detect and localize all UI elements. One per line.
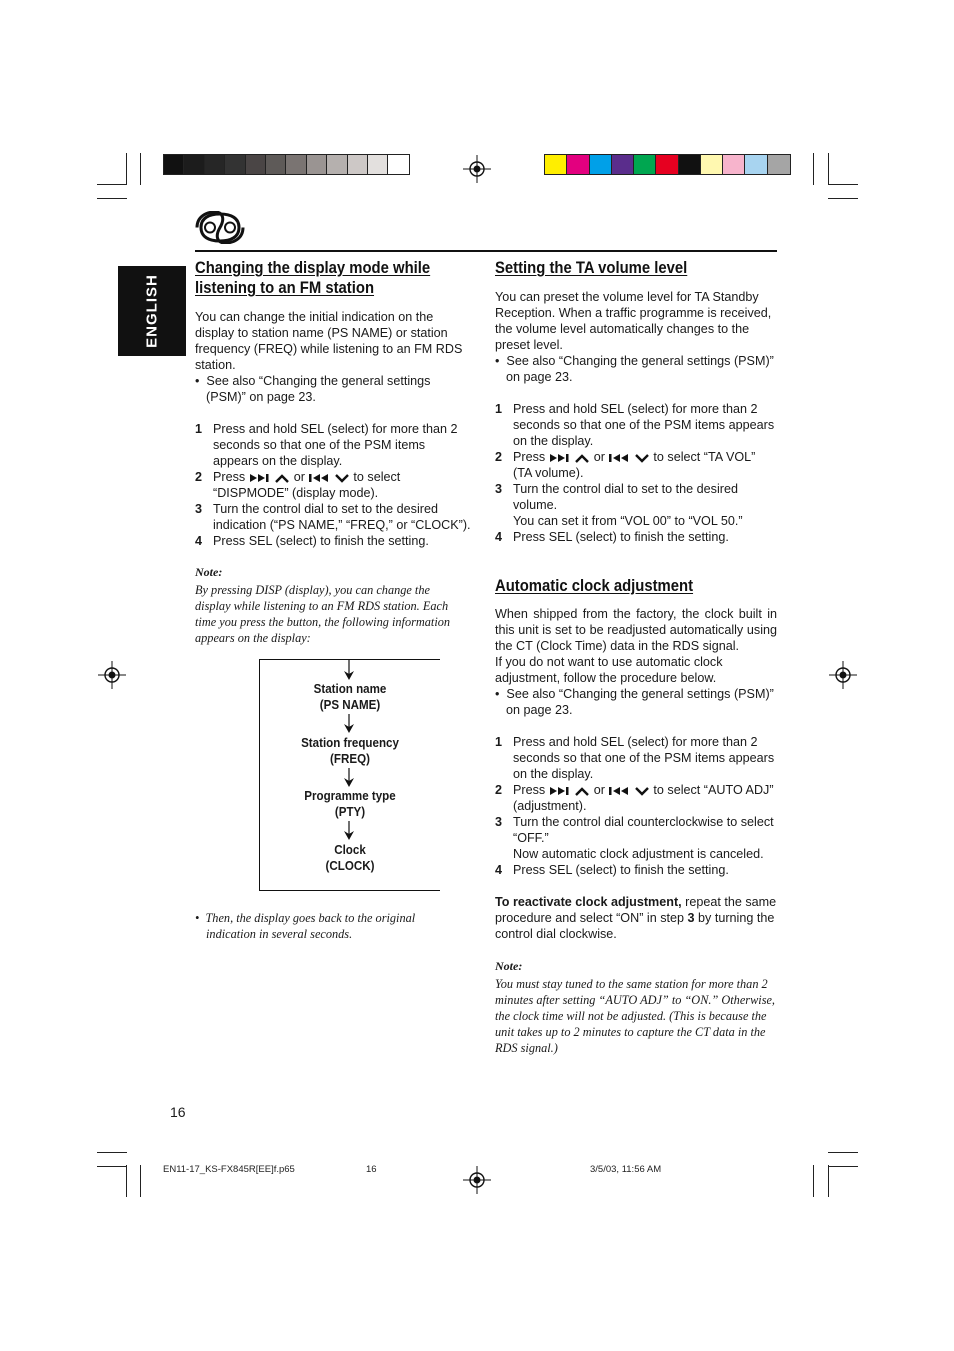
skip-back-icon [308, 473, 330, 483]
skip-forward-icon [249, 473, 271, 483]
chevron-down-icon [634, 453, 650, 463]
color-bar [544, 154, 791, 175]
step-1: 1 Press and hold SEL (select) for more than 2 seconds so that one of the PSM items appears on the display. [195, 422, 458, 468]
color-swatch [225, 155, 245, 174]
footer-page: 16 [366, 1164, 377, 1175]
color-swatch [545, 155, 567, 174]
registration-mark-icon [463, 1166, 491, 1194]
clock-note [495, 959, 775, 1056]
color-swatch [701, 155, 723, 174]
top-rule [195, 250, 777, 252]
footer-file: EN11-17_KS-FX845R[EE]f.p65 [163, 1164, 295, 1175]
color-swatch [327, 155, 347, 174]
ta-see-also-bullet: • See also “Changing the general settings (PSM)” on page 23. [495, 354, 774, 384]
section-title-ta-volume: Setting the TA volume level [495, 259, 688, 277]
color-swatch [307, 155, 327, 174]
note-heading: Note: [495, 959, 523, 973]
chevron-down-icon [634, 786, 650, 796]
language-label: ENGLISH [143, 274, 161, 348]
clock-step-4: 4 Press SEL (select) to finish the setting. [495, 863, 729, 877]
clock-adjustment-body [495, 606, 777, 942]
display-mode-body [195, 309, 471, 549]
registration-mark-icon [463, 155, 491, 183]
note-text: By pressing DISP (display), you can change the display while listening to an FM RDS station. Each time you press the button, the following information appears on the display: [195, 583, 451, 645]
clock-step-3: 3 Turn the control dial counterclockwise to select “OFF.” Now automatic clock adjustment is canceled. [495, 815, 774, 861]
note-text: You must stay tuned to the same station for more than 2 minutes after setting “AUTO ADJ” to “ON.” Otherwise, the clock time will not be adjusted. (This is because the unit takes up to 2 minutes to capture the CT data in the RDS signal.) [495, 977, 776, 1055]
ta-step-2: 2 Press or to select “TA VOL” (TA volume). [495, 450, 756, 480]
chevron-up-icon [274, 473, 290, 483]
ta-step-1: 1 Press and hold SEL (select) for more than 2 seconds so that one of the PSM items appears on the display. [495, 402, 775, 448]
color-swatch [266, 155, 286, 174]
arrow-down-icon [343, 714, 355, 734]
color-swatch [567, 155, 589, 174]
registration-mark-icon [829, 661, 857, 689]
color-swatch [745, 155, 767, 174]
color-swatch [164, 155, 184, 174]
page-number: 16 [170, 1104, 186, 1120]
see-also-bullet: • See also “Changing the general settings (PSM)” on page 23. [195, 374, 431, 404]
arrow-down-icon [343, 768, 355, 788]
arrow-down-icon [343, 821, 355, 841]
flow-item-station-name: Station name (PS NAME) [313, 682, 387, 712]
step-2: 2 Press or to select “DISPMODE” (display mode). [195, 470, 401, 500]
ta-intro: You can preset the volume level for TA Standby Reception. When a traffic programme is received, the volume level automatically changes to the preset level. [495, 290, 772, 352]
color-swatch [768, 155, 790, 174]
chevron-up-icon [574, 453, 590, 463]
color-swatch [368, 155, 388, 174]
flow-item-programme-type: Programme type (PTY) [304, 789, 396, 819]
color-swatch [246, 155, 266, 174]
after-flow-note: • Then, the display goes back to the original indication in several seconds. [195, 911, 416, 941]
clock-see-also-bullet: • See also “Changing the general settings (PSM)” on page 23. [495, 687, 774, 717]
rds-logo-icon [195, 211, 245, 244]
clock-intro-2: If you do not want to use automatic clock adjustment, follow the procedure below. [495, 655, 723, 685]
reactivate-text: To reactivate clock adjustment, repeat the same procedure and select “ON” in step 3 by turning the control dial clockwise. [495, 895, 777, 941]
intro-text: You can change the initial indication on the display to station name (PS NAME) or station frequency (FREQ) while listening to an FM RDS station. [195, 310, 463, 372]
color-swatch [184, 155, 204, 174]
color-swatch [286, 155, 306, 174]
flow-item-station-frequency: Station frequency (FREQ) [301, 736, 399, 766]
ta-volume-body [495, 289, 777, 545]
color-swatch [612, 155, 634, 174]
footer-date: 3/5/03, 11:56 AM [590, 1164, 662, 1175]
step-3: 3 Turn the control dial to set to the desired indication (“PS NAME,” “FREQ,” or “CLOCK”). [195, 502, 471, 532]
display-mode-note [195, 565, 455, 646]
skip-forward-icon [549, 453, 571, 463]
registration-mark-icon [98, 661, 126, 689]
section-title-clock-adjustment: Automatic clock adjustment [495, 577, 694, 595]
skip-back-icon [608, 786, 630, 796]
chevron-down-icon [334, 473, 350, 483]
color-swatch [656, 155, 678, 174]
color-swatch [388, 155, 408, 174]
flow-item-clock: Clock (CLOCK) [325, 843, 375, 873]
language-tab [118, 266, 186, 356]
clock-step-2: 2 Press or to select “AUTO ADJ” (adjustment). [495, 783, 774, 813]
color-swatch [679, 155, 701, 174]
step-4: 4 Press SEL (select) to finish the setting. [195, 534, 429, 548]
arrow-down-icon [343, 659, 355, 681]
clock-intro: When shipped from the factory, the clock built in this unit is set to be readjusted automatically using the CT (Clock Time) data in the RDS signal. [495, 607, 777, 653]
color-swatch [590, 155, 612, 174]
ta-step-3: 3 Turn the control dial to set to the desired volume. You can set it from “VOL 00” to “VOL 50.” [495, 482, 743, 528]
clock-step-1: 1 Press and hold SEL (select) for more than 2 seconds so that one of the PSM items appears on the display. [495, 735, 775, 781]
section-title-display-mode: Changing the display mode while listening to an FM station [195, 259, 431, 297]
color-swatch [205, 155, 225, 174]
skip-back-icon [608, 453, 630, 463]
ta-step-4: 4 Press SEL (select) to finish the setting. [495, 530, 729, 544]
color-swatch [723, 155, 745, 174]
chevron-up-icon [574, 786, 590, 796]
note-heading: Note: [195, 565, 223, 579]
color-swatch [634, 155, 656, 174]
grayscale-bar [163, 154, 410, 175]
color-swatch [348, 155, 368, 174]
skip-forward-icon [549, 786, 571, 796]
